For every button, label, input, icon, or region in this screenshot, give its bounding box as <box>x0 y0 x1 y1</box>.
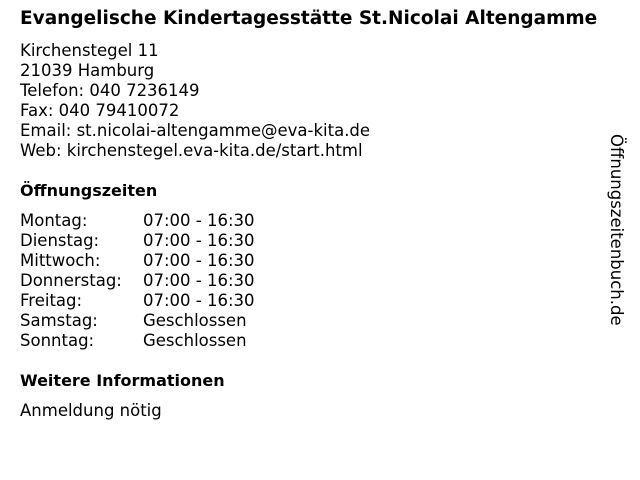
opening-hours-table <box>20 211 600 351</box>
listing-card <box>20 8 600 421</box>
hours-day: Samstag: <box>20 311 98 330</box>
hours-time: 07:00 - 16:30 <box>143 271 255 290</box>
opening-hours-heading: Öffnungszeiten <box>20 181 158 200</box>
hours-row <box>20 211 600 231</box>
hours-day: Donnerstag: <box>20 271 122 290</box>
page-title: Evangelische Kindertagesstätte St.Nicolai Altengamme <box>20 8 598 29</box>
city-text: 21039 Hamburg <box>20 61 155 80</box>
hours-time: Geschlossen <box>143 311 247 330</box>
hours-row <box>20 251 600 271</box>
hours-day: Freitag: <box>20 291 83 310</box>
street-text: Kirchenstegel 11 <box>20 41 159 60</box>
phone-text: Telefon: 040 7236149 <box>20 81 200 100</box>
hours-day: Sonntag: <box>20 331 95 350</box>
fax-text: Fax: 040 79410072 <box>20 101 180 120</box>
hours-day: Mittwoch: <box>20 251 101 270</box>
more-info-text: Anmeldung nötig <box>20 401 162 420</box>
hours-time: Geschlossen <box>143 331 247 350</box>
hours-row <box>20 291 600 311</box>
brand-watermark: Öffnungszeitenbuch.de <box>607 134 626 326</box>
address-block <box>20 41 600 161</box>
hours-row <box>20 271 600 291</box>
web-text: Web: kirchenstegel.eva-kita.de/start.html <box>20 141 363 160</box>
more-info-heading: Weitere Informationen <box>20 371 225 390</box>
hours-time: 07:00 - 16:30 <box>143 251 255 270</box>
hours-time: 07:00 - 16:30 <box>143 231 255 250</box>
hours-row <box>20 231 600 251</box>
hours-time: 07:00 - 16:30 <box>143 291 255 310</box>
hours-time: 07:00 - 16:30 <box>143 211 255 230</box>
hours-row <box>20 331 600 351</box>
hours-day: Montag: <box>20 211 88 230</box>
hours-row <box>20 311 600 331</box>
email-text: Email: st.nicolai-altengamme@eva-kita.de <box>20 121 371 140</box>
hours-day: Dienstag: <box>20 231 100 250</box>
